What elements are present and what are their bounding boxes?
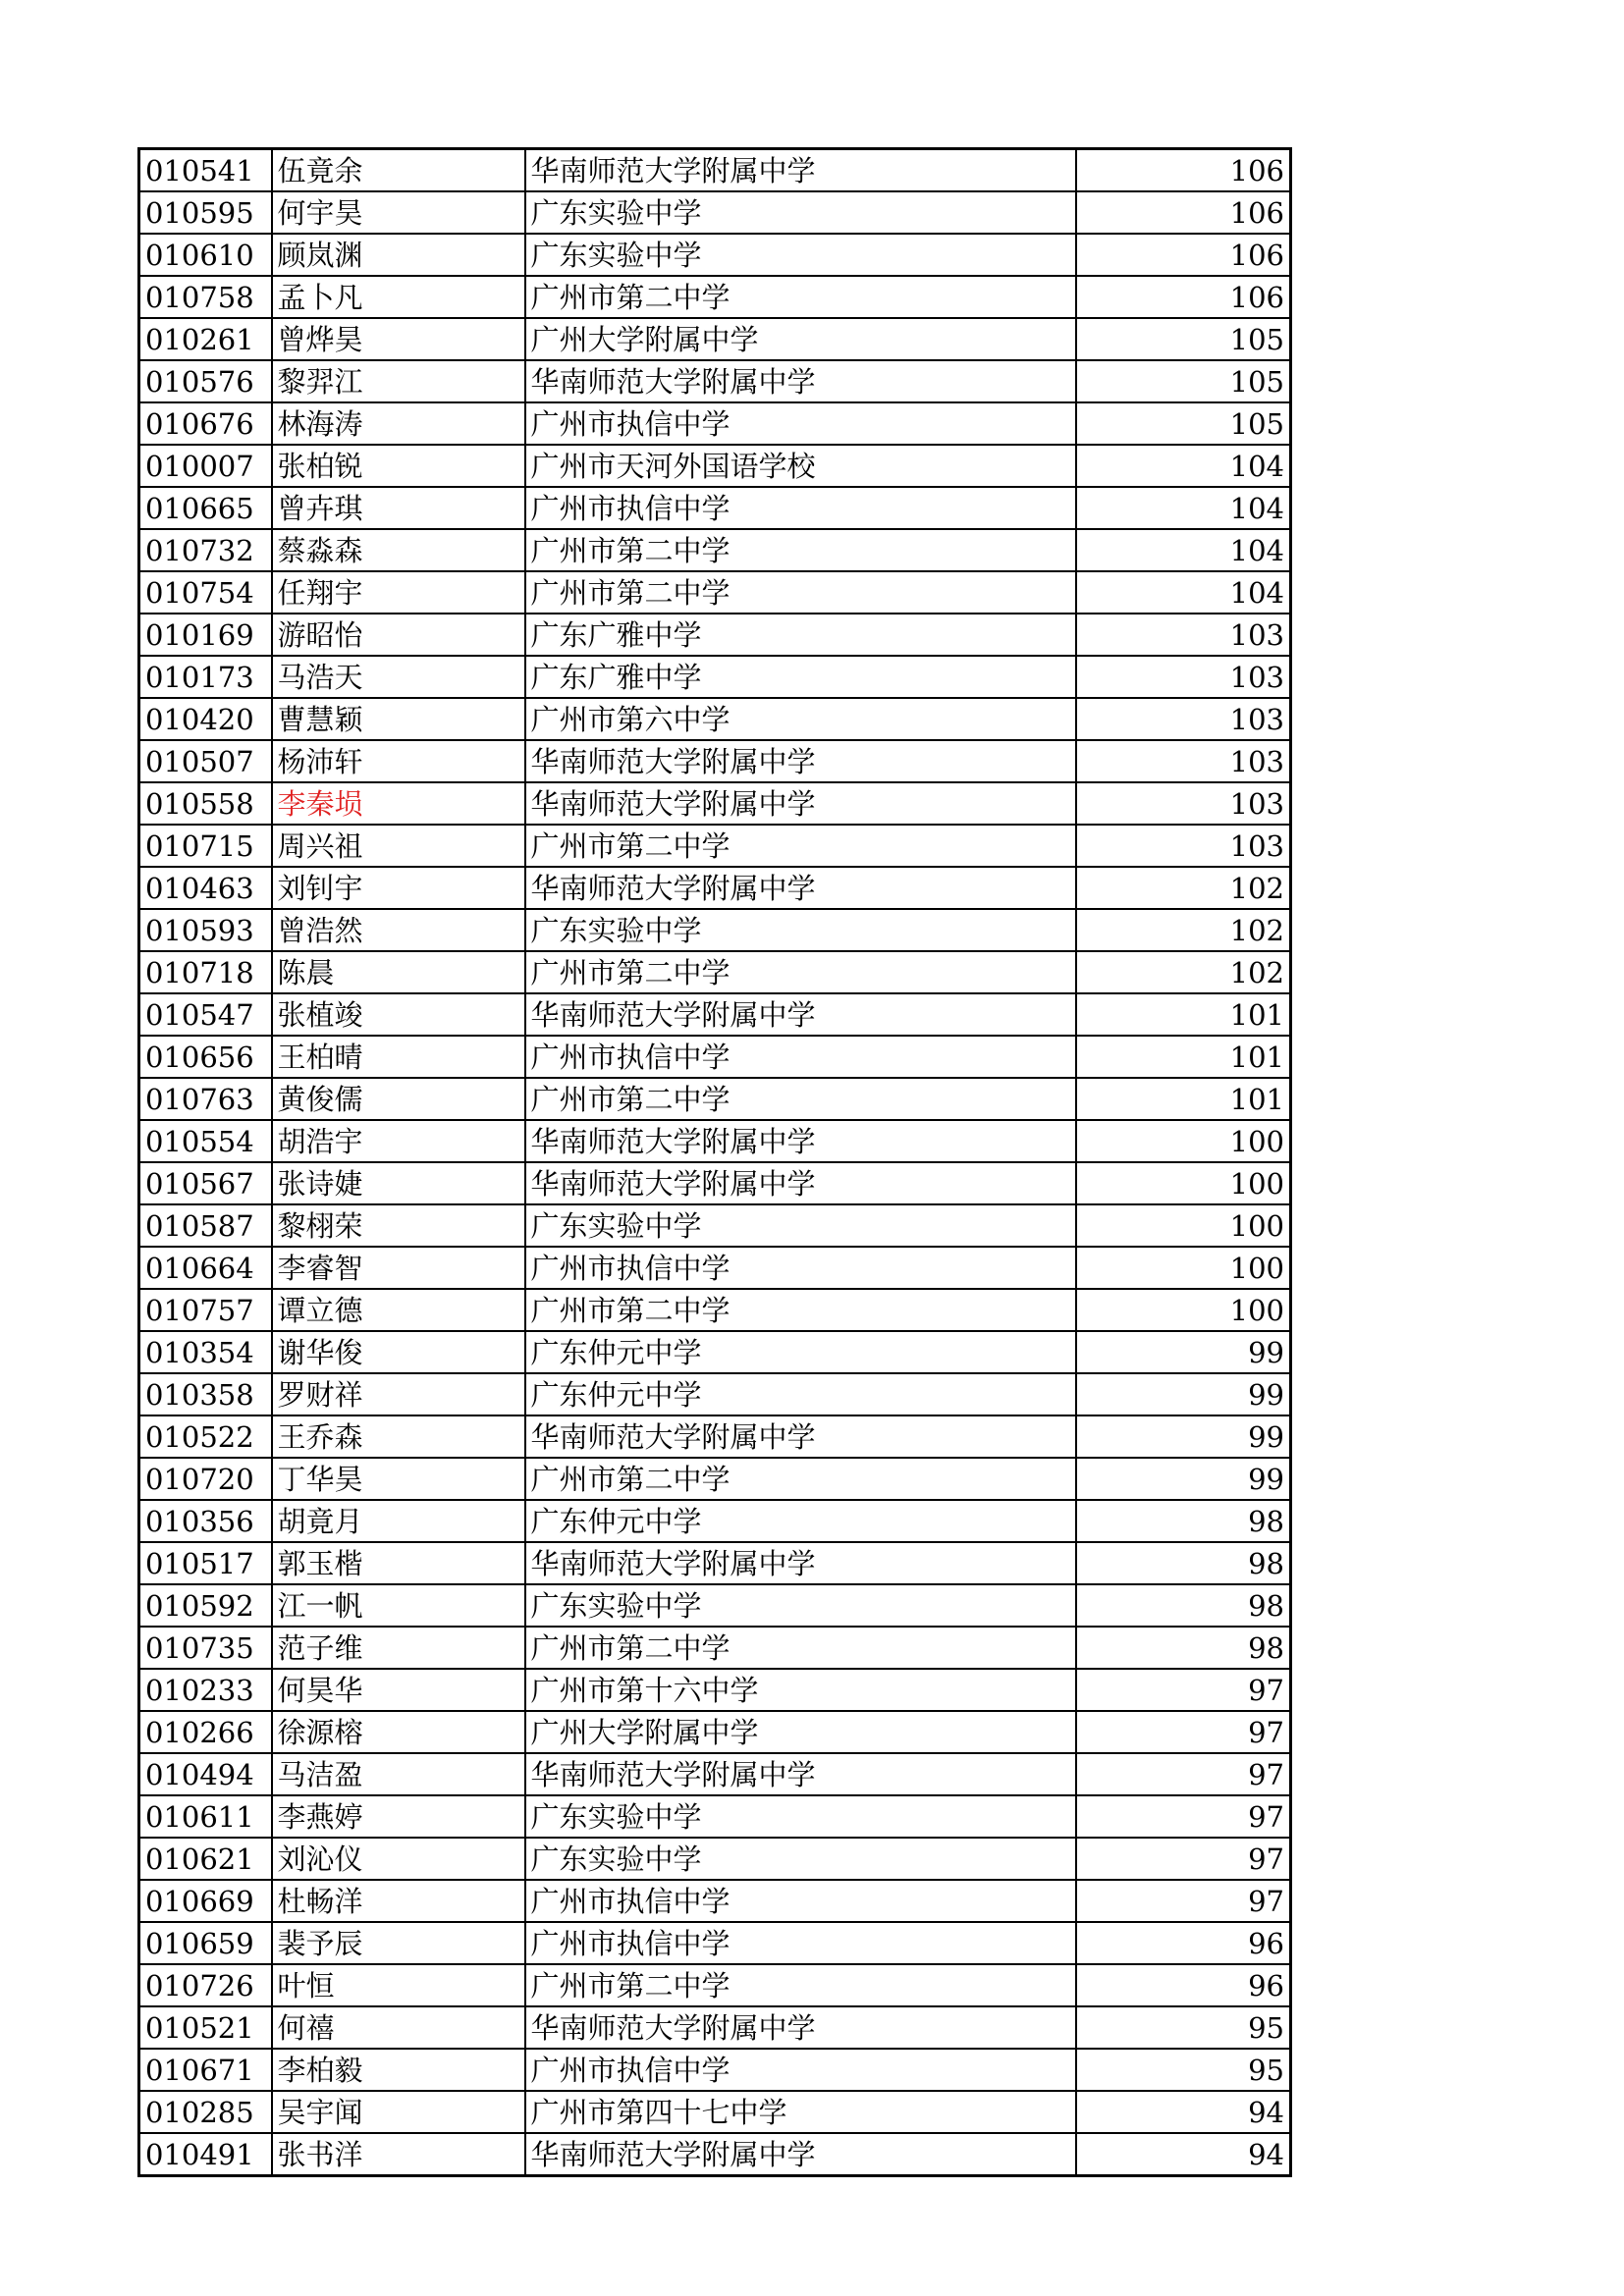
id-cell: 010494 [139,1753,272,1795]
id-cell: 010173 [139,656,272,698]
score-cell: 104 [1076,445,1291,487]
school-cell: 广州市第四十七中学 [525,2091,1076,2133]
table-row [139,2133,1291,2176]
id-cell: 010718 [139,951,272,993]
name-cell: 叶恒 [272,1964,525,2006]
id-cell: 010676 [139,402,272,445]
score-cell: 102 [1076,867,1291,909]
table-row [139,1415,1291,1458]
id-cell: 010763 [139,1078,272,1120]
school-cell: 华南师范大学附属中学 [525,1120,1076,1162]
table-row [139,867,1291,909]
school-cell: 广东实验中学 [525,191,1076,234]
table-row [139,1078,1291,1120]
id-cell: 010757 [139,1289,272,1331]
id-cell: 010610 [139,234,272,276]
score-cell: 103 [1076,698,1291,740]
school-cell: 广州市执信中学 [525,1036,1076,1078]
id-cell: 010420 [139,698,272,740]
score-cell: 97 [1076,1669,1291,1711]
score-cell: 97 [1076,1795,1291,1838]
id-cell: 010567 [139,1162,272,1204]
name-cell: 曹慧颖 [272,698,525,740]
score-cell: 106 [1076,234,1291,276]
id-cell: 010547 [139,993,272,1036]
id-cell: 010659 [139,1922,272,1964]
name-cell: 罗财祥 [272,1373,525,1415]
school-cell: 广州市执信中学 [525,2049,1076,2091]
table-row [139,2091,1291,2133]
name-cell: 何昊华 [272,1669,525,1711]
name-cell: 郭玉楷 [272,1542,525,1584]
school-cell: 广州市天河外国语学校 [525,445,1076,487]
school-cell: 广州市第二中学 [525,1078,1076,1120]
score-cell: 94 [1076,2133,1291,2176]
score-cell: 98 [1076,1627,1291,1669]
school-cell: 广东实验中学 [525,1838,1076,1880]
score-cell: 106 [1076,149,1291,192]
id-cell: 010358 [139,1373,272,1415]
school-cell: 广东实验中学 [525,1795,1076,1838]
school-cell: 华南师范大学附属中学 [525,1415,1076,1458]
score-cell: 97 [1076,1880,1291,1922]
score-cell: 96 [1076,1922,1291,1964]
id-cell: 010261 [139,318,272,360]
score-cell: 104 [1076,529,1291,571]
name-cell: 张植竣 [272,993,525,1036]
table-row [139,1795,1291,1838]
score-cell: 95 [1076,2006,1291,2049]
table-row [139,1922,1291,1964]
table-row [139,529,1291,571]
school-cell: 广东实验中学 [525,909,1076,951]
school-cell: 华南师范大学附属中学 [525,360,1076,402]
id-cell: 010656 [139,1036,272,1078]
school-cell: 华南师范大学附属中学 [525,1753,1076,1795]
id-cell: 010576 [139,360,272,402]
score-cell: 99 [1076,1373,1291,1415]
school-cell: 广州市第二中学 [525,825,1076,867]
id-cell: 010517 [139,1542,272,1584]
school-cell: 广州市执信中学 [525,487,1076,529]
name-cell: 林海涛 [272,402,525,445]
school-cell: 广州市第二中学 [525,571,1076,614]
name-cell: 黄俊儒 [272,1078,525,1120]
id-cell: 010664 [139,1247,272,1289]
id-cell: 010522 [139,1415,272,1458]
table-row [139,360,1291,402]
school-cell: 广州市执信中学 [525,1880,1076,1922]
school-cell: 华南师范大学附属中学 [525,1542,1076,1584]
score-cell: 99 [1076,1415,1291,1458]
name-cell: 周兴祖 [272,825,525,867]
score-cell: 104 [1076,487,1291,529]
table-row [139,951,1291,993]
name-cell: 李燕婷 [272,1795,525,1838]
score-cell: 97 [1076,1838,1291,1880]
table-row [139,1162,1291,1204]
table-row [139,1458,1291,1500]
school-cell: 广州市第二中学 [525,1289,1076,1331]
score-cell: 97 [1076,1753,1291,1795]
school-cell: 广州市第二中学 [525,529,1076,571]
table-row [139,782,1291,825]
name-cell: 蔡淼森 [272,529,525,571]
table-row [139,1542,1291,1584]
score-cell: 95 [1076,2049,1291,2091]
id-cell: 010541 [139,149,272,192]
name-cell: 陈晨 [272,951,525,993]
id-cell: 010507 [139,740,272,782]
name-cell: 谭立德 [272,1289,525,1331]
id-cell: 010595 [139,191,272,234]
name-cell: 任翔宇 [272,571,525,614]
school-cell: 广东实验中学 [525,1204,1076,1247]
table-row [139,1120,1291,1162]
score-cell: 97 [1076,1711,1291,1753]
id-cell: 010726 [139,1964,272,2006]
school-cell: 广东广雅中学 [525,614,1076,656]
table-row [139,1753,1291,1795]
id-cell: 010611 [139,1795,272,1838]
score-cell: 100 [1076,1289,1291,1331]
name-cell: 刘钊宇 [272,867,525,909]
id-cell: 010587 [139,1204,272,1247]
table-row [139,191,1291,234]
table-row [139,1036,1291,1078]
school-cell: 华南师范大学附属中学 [525,2006,1076,2049]
table-row [139,234,1291,276]
name-cell: 张诗婕 [272,1162,525,1204]
score-cell: 102 [1076,951,1291,993]
id-cell: 010592 [139,1584,272,1627]
school-cell: 广州市执信中学 [525,1247,1076,1289]
name-cell: 顾岚渊 [272,234,525,276]
table-row [139,614,1291,656]
name-cell: 黎羿江 [272,360,525,402]
id-cell: 010285 [139,2091,272,2133]
table-row [139,1289,1291,1331]
name-cell: 谢华俊 [272,1331,525,1373]
table-row [139,1964,1291,2006]
school-cell: 华南师范大学附属中学 [525,2133,1076,2176]
school-cell: 广州市执信中学 [525,402,1076,445]
table-row [139,740,1291,782]
score-cell: 101 [1076,993,1291,1036]
id-cell: 010732 [139,529,272,571]
score-cell: 100 [1076,1120,1291,1162]
score-cell: 103 [1076,614,1291,656]
name-cell: 徐源榕 [272,1711,525,1753]
school-cell: 广东广雅中学 [525,656,1076,698]
table-row [139,2049,1291,2091]
school-cell: 广东仲元中学 [525,1373,1076,1415]
score-cell: 100 [1076,1162,1291,1204]
name-cell: 马洁盈 [272,1753,525,1795]
table-row [139,698,1291,740]
score-cell: 99 [1076,1331,1291,1373]
id-cell: 010720 [139,1458,272,1500]
id-cell: 010758 [139,276,272,318]
name-cell: 张柏锐 [272,445,525,487]
school-cell: 广州市执信中学 [525,1922,1076,1964]
id-cell: 010007 [139,445,272,487]
results-table-body [139,149,1291,2176]
table-row [139,149,1291,192]
name-cell: 李秦埙 [272,782,525,825]
table-row [139,276,1291,318]
school-cell: 广州大学附属中学 [525,1711,1076,1753]
score-cell: 103 [1076,656,1291,698]
table-row [139,993,1291,1036]
id-cell: 010554 [139,1120,272,1162]
table-row [139,1669,1291,1711]
name-cell: 李睿智 [272,1247,525,1289]
score-cell: 98 [1076,1584,1291,1627]
score-cell: 103 [1076,782,1291,825]
school-cell: 广东实验中学 [525,1584,1076,1627]
table-row [139,825,1291,867]
name-cell: 范子维 [272,1627,525,1669]
table-row [139,1880,1291,1922]
table-row [139,2006,1291,2049]
id-cell: 010735 [139,1627,272,1669]
id-cell: 010754 [139,571,272,614]
score-cell: 98 [1076,1500,1291,1542]
name-cell: 刘沁仪 [272,1838,525,1880]
name-cell: 曾烨昊 [272,318,525,360]
school-cell: 华南师范大学附属中学 [525,149,1076,192]
results-table [137,147,1292,2177]
id-cell: 010558 [139,782,272,825]
id-cell: 010266 [139,1711,272,1753]
name-cell: 吴宇闻 [272,2091,525,2133]
score-cell: 105 [1076,318,1291,360]
school-cell: 广州市第二中学 [525,1458,1076,1500]
school-cell: 广州市第二中学 [525,1627,1076,1669]
school-cell: 华南师范大学附属中学 [525,782,1076,825]
id-cell: 010665 [139,487,272,529]
score-cell: 101 [1076,1078,1291,1120]
name-cell: 曾浩然 [272,909,525,951]
table-row [139,1627,1291,1669]
id-cell: 010463 [139,867,272,909]
name-cell: 黎栩荣 [272,1204,525,1247]
name-cell: 江一帆 [272,1584,525,1627]
name-cell: 李柏毅 [272,2049,525,2091]
name-cell: 伍竟余 [272,149,525,192]
table-row [139,1711,1291,1753]
table-row [139,1373,1291,1415]
table-row [139,402,1291,445]
score-cell: 101 [1076,1036,1291,1078]
table-row [139,318,1291,360]
score-cell: 94 [1076,2091,1291,2133]
name-cell: 胡浩宇 [272,1120,525,1162]
score-cell: 96 [1076,1964,1291,2006]
school-cell: 华南师范大学附属中学 [525,993,1076,1036]
school-cell: 广州市第二中学 [525,951,1076,993]
id-cell: 010491 [139,2133,272,2176]
table-row [139,1500,1291,1542]
score-cell: 106 [1076,191,1291,234]
name-cell: 马浩天 [272,656,525,698]
id-cell: 010593 [139,909,272,951]
name-cell: 游昭怡 [272,614,525,656]
id-cell: 010354 [139,1331,272,1373]
school-cell: 广州市第六中学 [525,698,1076,740]
id-cell: 010621 [139,1838,272,1880]
score-cell: 105 [1076,402,1291,445]
table-row [139,1204,1291,1247]
id-cell: 010671 [139,2049,272,2091]
id-cell: 010356 [139,1500,272,1542]
id-cell: 010521 [139,2006,272,2049]
school-cell: 广东仲元中学 [525,1500,1076,1542]
name-cell: 丁华昊 [272,1458,525,1500]
name-cell: 王乔森 [272,1415,525,1458]
school-cell: 广东仲元中学 [525,1331,1076,1373]
name-cell: 何禧 [272,2006,525,2049]
name-cell: 王柏晴 [272,1036,525,1078]
table-row [139,487,1291,529]
score-cell: 100 [1076,1247,1291,1289]
school-cell: 广东实验中学 [525,234,1076,276]
score-cell: 105 [1076,360,1291,402]
name-cell: 杜畅洋 [272,1880,525,1922]
school-cell: 广州市第二中学 [525,1964,1076,2006]
name-cell: 何宇昊 [272,191,525,234]
id-cell: 010715 [139,825,272,867]
name-cell: 杨沛轩 [272,740,525,782]
table-row [139,656,1291,698]
school-cell: 华南师范大学附属中学 [525,1162,1076,1204]
school-cell: 华南师范大学附属中学 [525,740,1076,782]
id-cell: 010669 [139,1880,272,1922]
table-row [139,1331,1291,1373]
id-cell: 010169 [139,614,272,656]
score-cell: 103 [1076,740,1291,782]
score-cell: 100 [1076,1204,1291,1247]
table-row [139,1584,1291,1627]
name-cell: 张书洋 [272,2133,525,2176]
score-cell: 102 [1076,909,1291,951]
school-cell: 广州市第二中学 [525,276,1076,318]
school-cell: 广州大学附属中学 [525,318,1076,360]
score-cell: 106 [1076,276,1291,318]
school-cell: 广州市第十六中学 [525,1669,1076,1711]
id-cell: 010233 [139,1669,272,1711]
table-row [139,445,1291,487]
score-cell: 103 [1076,825,1291,867]
table-row [139,1838,1291,1880]
score-cell: 99 [1076,1458,1291,1500]
score-cell: 104 [1076,571,1291,614]
score-cell: 98 [1076,1542,1291,1584]
table-row [139,1247,1291,1289]
table-row [139,571,1291,614]
name-cell: 裴予辰 [272,1922,525,1964]
table-row [139,909,1291,951]
name-cell: 曾卉琪 [272,487,525,529]
name-cell: 胡竟月 [272,1500,525,1542]
name-cell: 孟卜凡 [272,276,525,318]
school-cell: 华南师范大学附属中学 [525,867,1076,909]
